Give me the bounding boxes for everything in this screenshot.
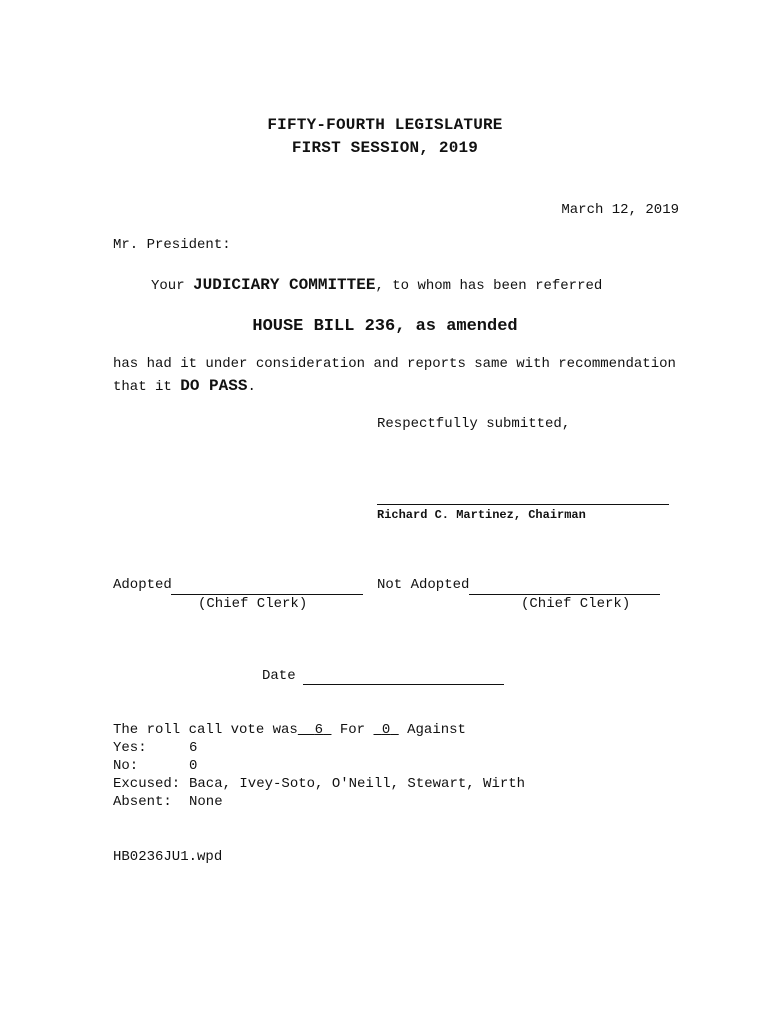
date-label: Date xyxy=(262,668,296,684)
body-line-2 xyxy=(113,377,256,395)
vote-excused-label: Excused: xyxy=(113,776,181,792)
referral-prefix: Your xyxy=(151,278,194,294)
vote-against-label: Against xyxy=(407,722,466,738)
body-line-2-suffix: . xyxy=(247,379,256,395)
closing: Respectfully submitted, xyxy=(377,416,571,432)
not-adopted-label: Not Adopted xyxy=(377,577,470,593)
committee-name: JUDICIARY COMMITTEE xyxy=(193,276,376,294)
vote-prefix: The roll call vote was xyxy=(113,722,298,738)
body-line-2-prefix: that it xyxy=(113,379,181,395)
vote-for-count: 6 xyxy=(314,722,324,738)
vote-yes-value: 6 xyxy=(189,740,198,756)
not-adopted-clerk-label: (Chief Clerk) xyxy=(521,596,631,612)
referral-suffix: , to whom has been referred xyxy=(375,278,603,294)
vote-no-label: No: xyxy=(113,758,139,774)
vote-yes-label: Yes: xyxy=(113,740,147,756)
vote-against-count: 0 xyxy=(381,722,391,738)
document-filename: HB0236JU1.wpd xyxy=(113,849,223,865)
session-title: FIRST SESSION, 2019 xyxy=(291,139,479,157)
vote-excused-value: Baca, Ivey-Soto, O'Neill, Stewart, Wirth xyxy=(189,776,526,792)
adopted-line xyxy=(171,594,363,595)
legislature-title: FIFTY-FOURTH LEGISLATURE xyxy=(267,116,503,134)
adopted-label: Adopted xyxy=(113,577,172,593)
date-line xyxy=(303,684,504,685)
recommendation: DO PASS xyxy=(180,377,248,395)
vote-absent-value: None xyxy=(189,794,223,810)
signer-name: Richard C. Martinez, Chairman xyxy=(377,508,586,522)
report-date: March 12, 2019 xyxy=(561,202,679,218)
vote-absent-label: Absent: xyxy=(113,794,172,810)
salutation: Mr. President: xyxy=(113,237,231,253)
vote-for-label: For xyxy=(339,722,366,738)
vote-no-value: 0 xyxy=(189,758,198,774)
signature-line xyxy=(377,504,669,505)
body-line-1: has had it under consideration and reports same with recommendation xyxy=(113,356,676,372)
bill-title: HOUSE BILL 236, as amended xyxy=(252,317,518,336)
vote-summary xyxy=(113,722,466,738)
adopted-clerk-label: (Chief Clerk) xyxy=(198,596,308,612)
not-adopted-line xyxy=(469,594,660,595)
referral-line xyxy=(151,276,602,294)
